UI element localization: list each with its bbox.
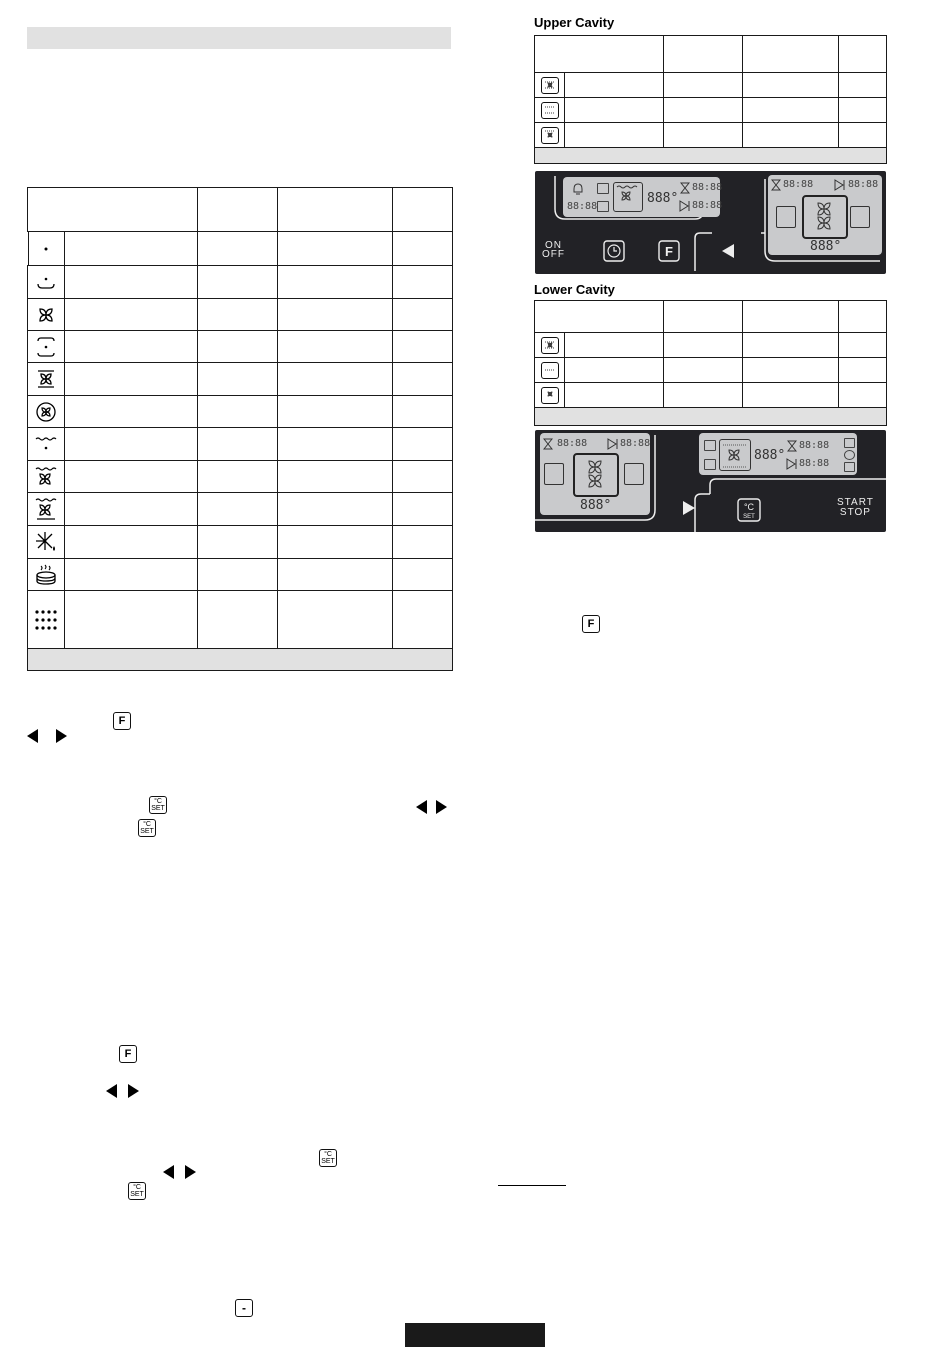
function-selection-box xyxy=(613,182,643,212)
left-arrow-icon xyxy=(416,800,427,814)
start-stop-button[interactable]: START STOP xyxy=(837,497,874,518)
svg-text:SET: SET xyxy=(743,514,755,520)
right-arrow-icon xyxy=(185,1165,196,1179)
dot-icon xyxy=(36,239,56,259)
lower-left-display xyxy=(540,433,650,515)
bottom-heat-icon xyxy=(35,271,57,293)
left-slot-box xyxy=(544,463,564,485)
upper-left-display xyxy=(563,177,723,217)
right-slot-box xyxy=(624,463,644,485)
mode-indicator-icon xyxy=(597,183,609,194)
fan-selection-box xyxy=(573,453,619,497)
end-time-icon xyxy=(786,458,798,470)
defrost-icon xyxy=(34,530,58,554)
left-slot-box xyxy=(776,206,796,228)
left-arrow-icon xyxy=(27,729,38,743)
mode-indicator-icon xyxy=(597,201,609,212)
left-arrow-icon xyxy=(106,1084,117,1098)
hourglass-icon xyxy=(543,438,553,450)
duration-readout: 88:88 xyxy=(557,438,588,449)
duration-readout: 88:88 xyxy=(692,182,723,193)
bell-icon xyxy=(571,183,585,195)
mode-indicator-icon xyxy=(704,440,716,451)
end-time-icon xyxy=(679,200,691,212)
pizza-icon xyxy=(34,563,58,587)
right-arrow-icon xyxy=(436,800,447,814)
lower-fan-key-icon xyxy=(541,387,559,404)
temperature-readout: 888° xyxy=(754,448,786,463)
function-key-icon: F xyxy=(119,1045,137,1063)
function-selection-box xyxy=(719,439,751,471)
temperature-readout: 888° xyxy=(647,191,679,206)
lower-top-bottom-key-icon xyxy=(541,362,559,379)
end-time-readout: 88:88 xyxy=(799,458,830,469)
lock-indicator-icon xyxy=(844,462,855,472)
end-time-icon xyxy=(607,438,619,450)
mode-indicator-icon xyxy=(704,459,716,470)
upper-top-bottom-key-icon xyxy=(541,102,559,119)
page-number-tab xyxy=(405,1323,545,1347)
circular-fan-icon xyxy=(35,401,57,423)
timer-readout: 88:88 xyxy=(567,201,598,212)
on-off-button[interactable]: ON OFF xyxy=(542,240,565,260)
fan-selection-box xyxy=(802,195,848,239)
grill-icon xyxy=(34,433,58,455)
temp-set-key-icon: °C SET xyxy=(138,819,156,837)
svg-text:°C: °C xyxy=(743,502,755,512)
clock-button[interactable] xyxy=(603,240,625,262)
full-fan-grill-icon xyxy=(34,496,58,522)
upper-grill-fan-key-icon xyxy=(541,77,559,94)
end-time-readout: 88:88 xyxy=(848,179,879,190)
upper-cavity-caption: Upper Cavity xyxy=(534,15,615,30)
temp-set-button[interactable] xyxy=(737,498,761,522)
mode-indicator-icon xyxy=(844,450,855,460)
duration-readout: 88:88 xyxy=(799,440,830,451)
fan-top-bottom-icon xyxy=(35,367,57,391)
end-time-icon xyxy=(834,179,846,191)
fan-grill-icon xyxy=(34,465,58,489)
end-time-readout: 88:88 xyxy=(692,200,723,211)
temp-set-key-icon: °C SET xyxy=(128,1182,146,1200)
right-arrow-icon xyxy=(128,1084,139,1098)
lower-right-display xyxy=(699,433,857,475)
function-key-icon: F xyxy=(582,615,600,633)
temperature-readout: 888° xyxy=(810,239,842,254)
upper-fan-key-icon xyxy=(541,127,559,144)
function-button[interactable] xyxy=(658,240,680,262)
hourglass-icon xyxy=(787,440,797,452)
lower-grill-fan-key-icon xyxy=(541,337,559,354)
section-header-bar xyxy=(27,27,451,49)
temperature-readout: 888° xyxy=(580,498,612,513)
mode-indicator-icon xyxy=(844,438,855,448)
upper-control-panel xyxy=(535,171,886,274)
minus-key-icon: - xyxy=(235,1299,253,1317)
upper-right-display xyxy=(768,175,882,255)
left-arrow-icon xyxy=(163,1165,174,1179)
end-time-readout: 88:88 xyxy=(620,438,651,449)
hourglass-icon xyxy=(771,179,781,191)
left-arrow-button[interactable] xyxy=(722,244,734,258)
top-bottom-heat-icon xyxy=(35,335,57,359)
right-arrow-button[interactable] xyxy=(683,501,695,515)
lower-control-panel xyxy=(535,430,886,532)
dots-grid-icon xyxy=(34,609,58,631)
lower-cavity-caption: Lower Cavity xyxy=(534,282,615,297)
right-arrow-icon xyxy=(56,729,67,743)
temp-set-key-icon: °C SET xyxy=(149,796,167,814)
footnote-rule xyxy=(498,1185,566,1186)
temp-set-key-icon: °C SET xyxy=(319,1149,337,1167)
right-slot-box xyxy=(850,206,870,228)
function-key-icon: F xyxy=(113,712,131,730)
duration-readout: 88:88 xyxy=(783,179,814,190)
hourglass-icon xyxy=(680,182,690,194)
svg-text:F: F xyxy=(665,244,673,259)
fan-icon xyxy=(35,304,57,326)
